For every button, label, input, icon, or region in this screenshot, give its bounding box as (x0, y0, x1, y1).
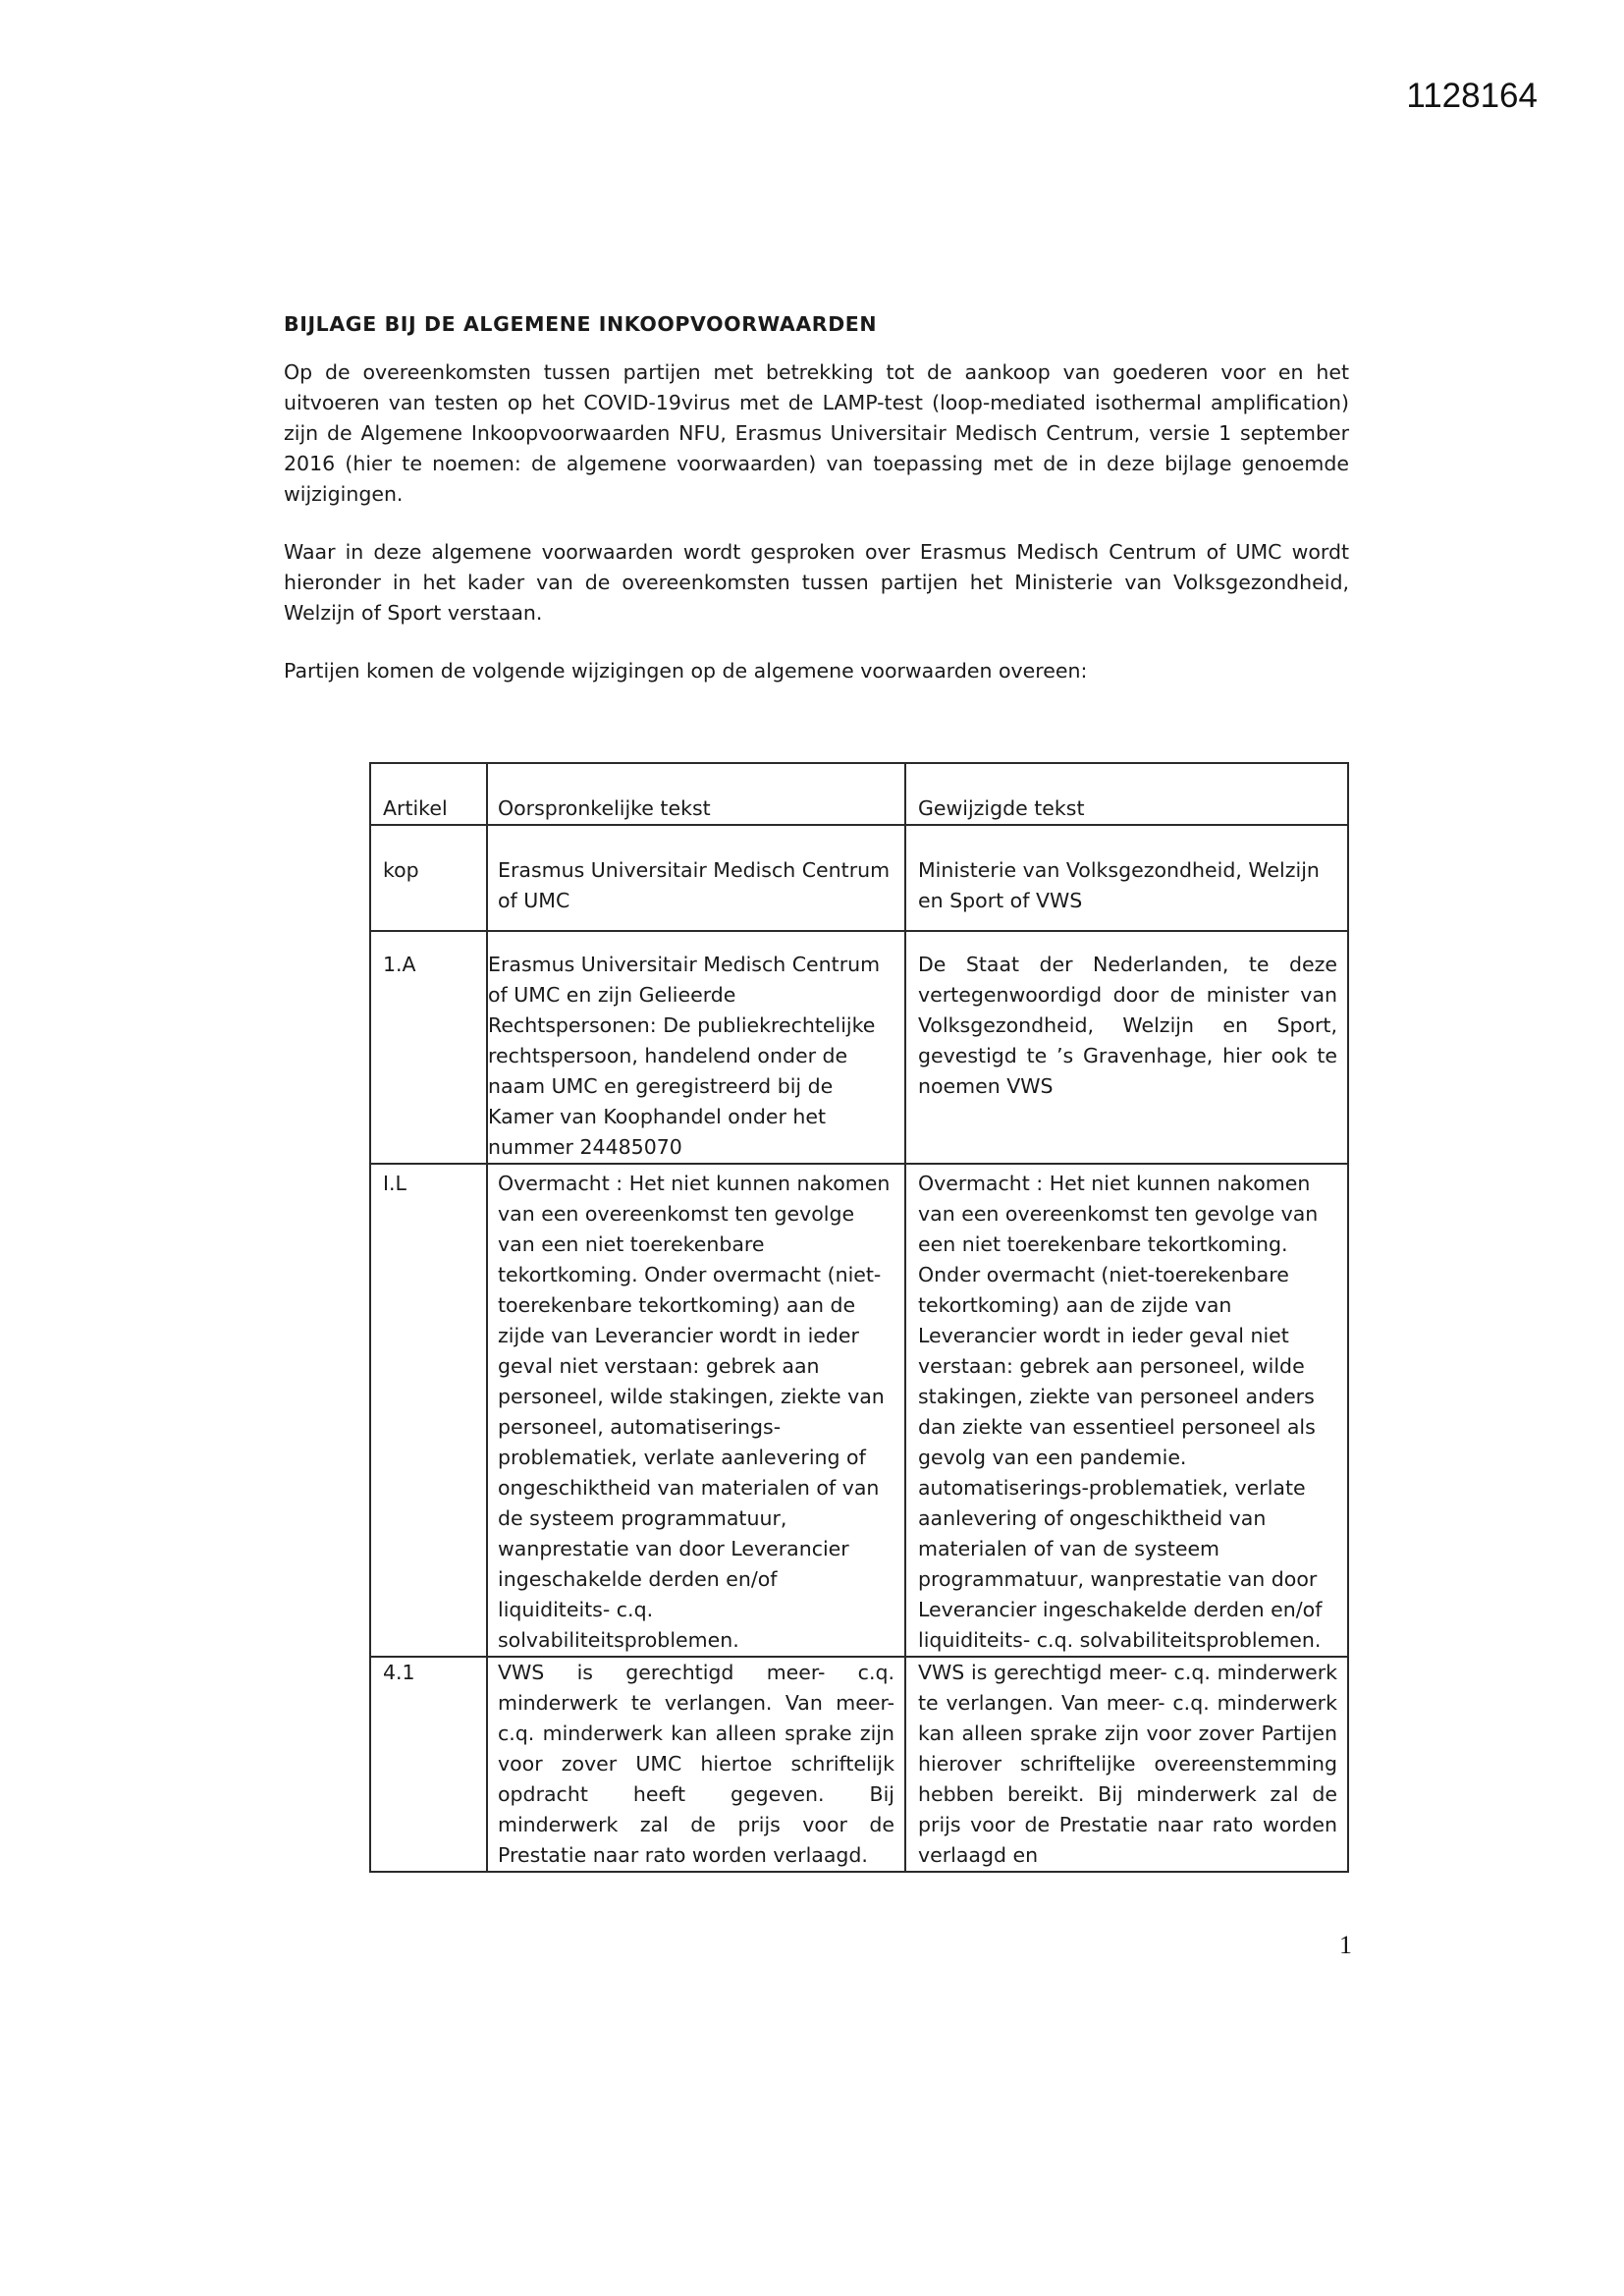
cell-original: Erasmus Universitair Medisch Centrum of UMC en zijn Gelieerde Rechtspersonen: De publiekrechtelijke rechtspersoon, handelend onder de naam UMC en geregistreerd bij de Kamer van Koophandel onder het nummer 24485070 (487, 931, 905, 1164)
amendments-table (369, 762, 1349, 1873)
agreement-paragraph: Partijen komen de volgende wijzigingen op de algemene voorwaarden overeen: (284, 659, 1088, 683)
table-header-row (370, 763, 1348, 825)
table-row (370, 825, 1348, 931)
document-body (284, 312, 1349, 714)
document-number: 1128164 (1406, 77, 1538, 115)
cell-original: Erasmus Universitair Medisch Centrum of UMC (487, 825, 905, 931)
cell-changed: Ministerie van Volksgezondheid, Welzijn en Sport of VWS (905, 825, 1348, 931)
header-changed: Gewijzigde tekst (905, 763, 1348, 825)
cell-original: Overmacht : Het niet kunnen nakomen van een overeenkomst ten gevolge van een niet toerekenbare tekortkoming. Onder overmacht (niet-toerekenbare tekortkoming) aan de zijde van Leverancier wordt in ieder geval niet verstaan: gebrek aan personeel, wilde stakingen, ziekte van personeel, automatiserings-problematiek, verlate aanlevering of ongeschiktheid van materialen of van de systeem programmatuur, wanprestatie van door Leverancier ingeschakelde derden en/of liquiditeits- c.q. solvabiliteitsproblemen. (487, 1164, 905, 1657)
definition-paragraph: Waar in deze algemene voorwaarden wordt gesproken over Erasmus Medisch Centrum of UMC wordt hieronder in het kader van de overeenkomsten tussen partijen het Ministerie van Volksgezondheid, Welzijn of Sport verstaan. (284, 540, 1349, 625)
intro-paragraph: Op de overeenkomsten tussen partijen met betrekking tot de aankoop van goederen voor en het uitvoeren van testen op het COVID-19virus met de LAMP-test (loop-mediated isothermal amplification) zijn de Algemene Inkoopvoorwaarden NFU, Erasmus Universitair Medisch Centrum, versie 1 september 2016 (hier te noemen: de algemene voorwaarden) van toepassing met de in deze bijlage genoemde wijzigingen. (284, 360, 1349, 506)
cell-artikel: 4.1 (370, 1657, 487, 1872)
cell-artikel: 1.A (370, 931, 487, 1164)
cell-changed: VWS is gerechtigd meer- c.q. minderwerk te verlangen. Van meer- c.q. minderwerk kan alleen sprake zijn voor zover Partijen hierover schriftelijke overeenstemming hebben bereikt. Bij minderwerk zal de prijs voor de Prestatie naar rato worden verlaagd en (905, 1657, 1348, 1872)
header-original: Oorspronkelijke tekst (487, 763, 905, 825)
cell-artikel: I.L (370, 1164, 487, 1657)
cell-original: VWS is gerechtigd meer- c.q. minderwerk te verlangen. Van meer- c.q. minderwerk kan alleen sprake zijn voor zover UMC hiertoe schriftelijk opdracht heeft gegeven. Bij minderwerk zal de prijs voor de Prestatie naar rato worden verlaagd. (487, 1657, 905, 1872)
document-heading: BIJLAGE BIJ DE ALGEMENE INKOOPVOORWAARDEN (284, 312, 878, 336)
cell-artikel: kop (370, 825, 487, 931)
cell-changed: De Staat der Nederlanden, te deze vertegenwoordigd door de minister van Volksgezondheid, Welzijn en Sport, gevestigd te ’s Gravenhage, hier ook te noemen VWS (905, 931, 1348, 1164)
page-number: 1 (1339, 1931, 1352, 1959)
table-row (370, 1657, 1348, 1872)
header-artikel: Artikel (370, 763, 487, 825)
table-row (370, 931, 1348, 1164)
amendments-table-wrapper (369, 762, 1349, 1873)
cell-changed: Overmacht : Het niet kunnen nakomen van een overeenkomst ten gevolge van een niet toerekenbare tekortkoming. Onder overmacht (niet-toerekenbare tekortkoming) aan de zijde van Leverancier wordt in ieder geval niet verstaan: gebrek aan personeel, wilde stakingen, ziekte van personeel anders dan ziekte van essentieel personeel als gevolg van een pandemie. automatiserings-problematiek, verlate aanlevering of ongeschiktheid van materialen of van de systeem programmatuur, wanprestatie van door Leverancier ingeschakelde derden en/of liquiditeits- c.q. solvabiliteitsproblemen. (905, 1164, 1348, 1657)
table-row (370, 1164, 1348, 1657)
